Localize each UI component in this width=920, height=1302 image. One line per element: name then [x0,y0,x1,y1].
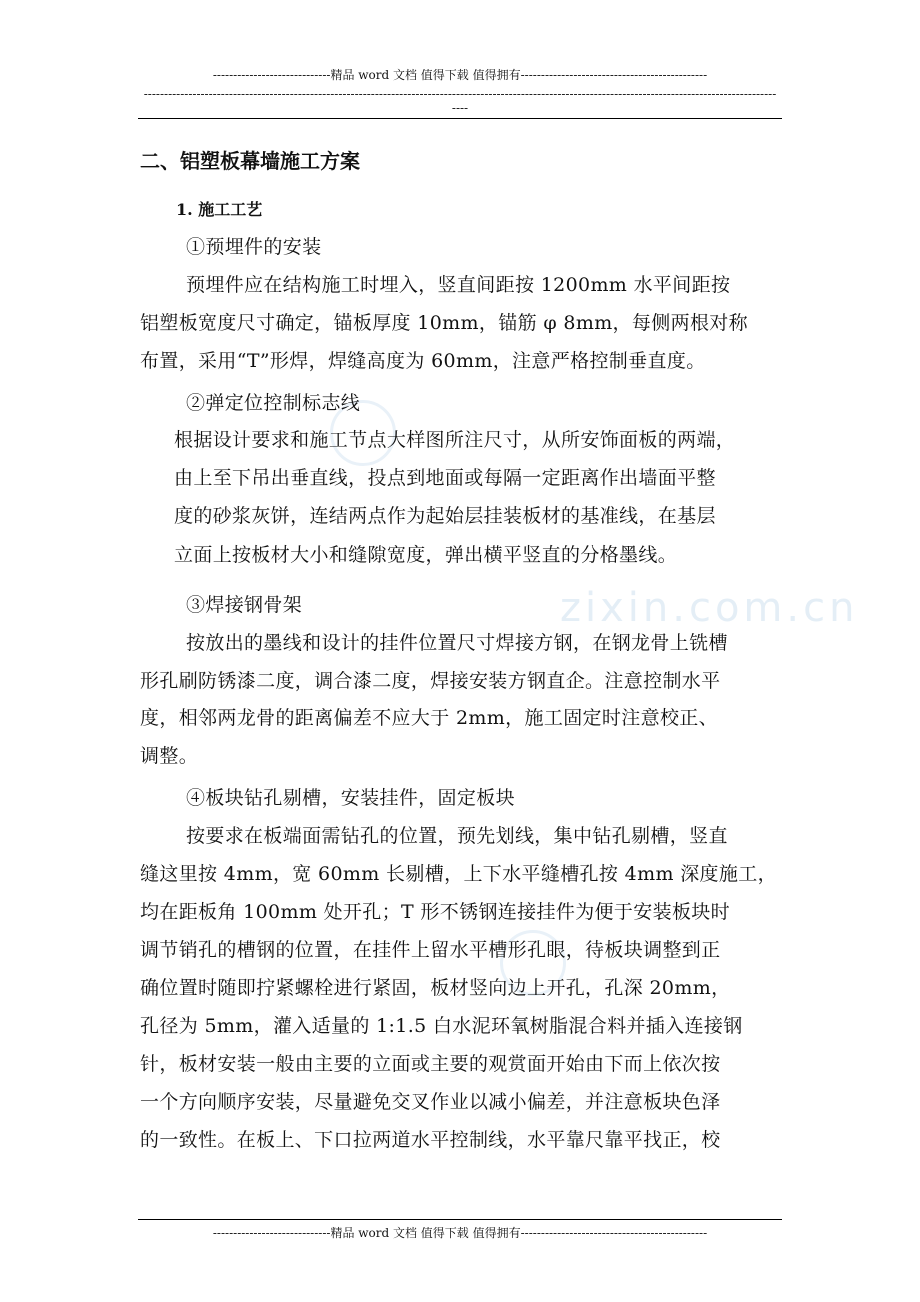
watermark-text: zixin.com.cn [560,585,859,631]
body-line: 缝这里按 4mm，宽 60mm 长剔槽，上下水平缝槽孔按 4mm 深度施工， [140,863,777,885]
body-line: 立面上按板材大小和缝隙宽度，弹出横平竖直的分格墨线。 [174,544,678,566]
footer-rule [138,1219,782,1220]
body-line: 确位置时随即拧紧螺栓进行紧固，板材竖向边上开孔，孔深 20mm， [140,977,731,999]
body-line: 的一致性。在板上、下口拉两道水平控制线，水平靠尺靠平找正，校 [140,1129,721,1151]
body-line: 均在距板角 100mm 处开孔；T 形不锈钢连接挂件为便于安装板块时 [140,901,730,923]
body-line: 由上至下吊出垂直线，投点到地面或每隔一定距离作出墙面平整 [174,467,716,489]
subheading-steel-frame: ③焊接钢骨架 [186,594,303,616]
body-line: 按放出的墨线和设计的挂件位置尺寸焊接方钢，在钢龙骨上铣槽 [186,632,728,654]
subheading-panel-drilling: ④板块钻孔剔槽，安装挂件，固定板块 [186,787,515,809]
body-line: 铝塑板宽度尺寸确定，锚板厚度 10mm，锚筋 φ 8mm，每侧两根对称 [140,312,749,334]
section-heading: 1. 施工工艺 [176,200,263,219]
subheading-embedded-parts: ①预埋件的安装 [186,236,322,258]
body-line: 预埋件应在结构施工时埋入，竖直间距按 1200mm 水平间距按 [186,274,731,296]
body-line: 孔径为 5mm，灌入适量的 1:1.5 白水泥环氧树脂混合料并插入连接钢 [140,1015,743,1037]
subheading-positioning-lines: ②弹定位控制标志线 [186,392,361,414]
body-line: 按要求在板端面需钻孔的位置，预先划线，集中钻孔剔槽，竖直 [186,825,728,847]
body-line: 布置，采用“T”形焊，焊缝高度为 60mm，注意严格控制垂直度。 [140,350,706,372]
page-footer-line: -----------------------------精品 word 文档 值得下载 值得拥有---------------------------------------------- [212,1226,708,1240]
body-line: 根据设计要求和施工节点大样图所注尺寸，从所安饰面板的两端， [174,429,736,451]
document-title: 二、铝塑板幕墙施工方案 [140,149,360,173]
body-line: 度，相邻两龙骨的距离偏差不应大于 2mm，施工固定时注意校正、 [140,707,719,729]
body-line: 针，板材安装一般由主要的立面或主要的观赏面开始由下而上依次按 [140,1053,721,1075]
body-line: 形孔刷防锈漆二度，调合漆二度，焊接安装方钢直企。注意控制水平 [140,670,721,692]
body-line: 调整。 [140,745,199,767]
body-line: 调节销孔的槽钢的位置，在挂件上留水平槽形孔眼，待板块调整到正 [140,939,721,961]
page-header-dashes-tail: ---- [451,101,469,115]
header-rule [138,118,782,119]
body-line: 度的砂浆灰饼，连结两点作为起始层挂装板材的基准线，在基层 [174,505,716,527]
page-header-dashes: ------------------------------------------------------------------------------------------------------------------------------------------------------------ [143,87,777,101]
page-header-line: -----------------------------精品 word 文档 值得下载 值得拥有---------------------------------------------- [212,68,708,82]
body-line: 一个方向顺序安装，尽量避免交叉作业以减小偏差，并注意板块色泽 [140,1091,721,1113]
